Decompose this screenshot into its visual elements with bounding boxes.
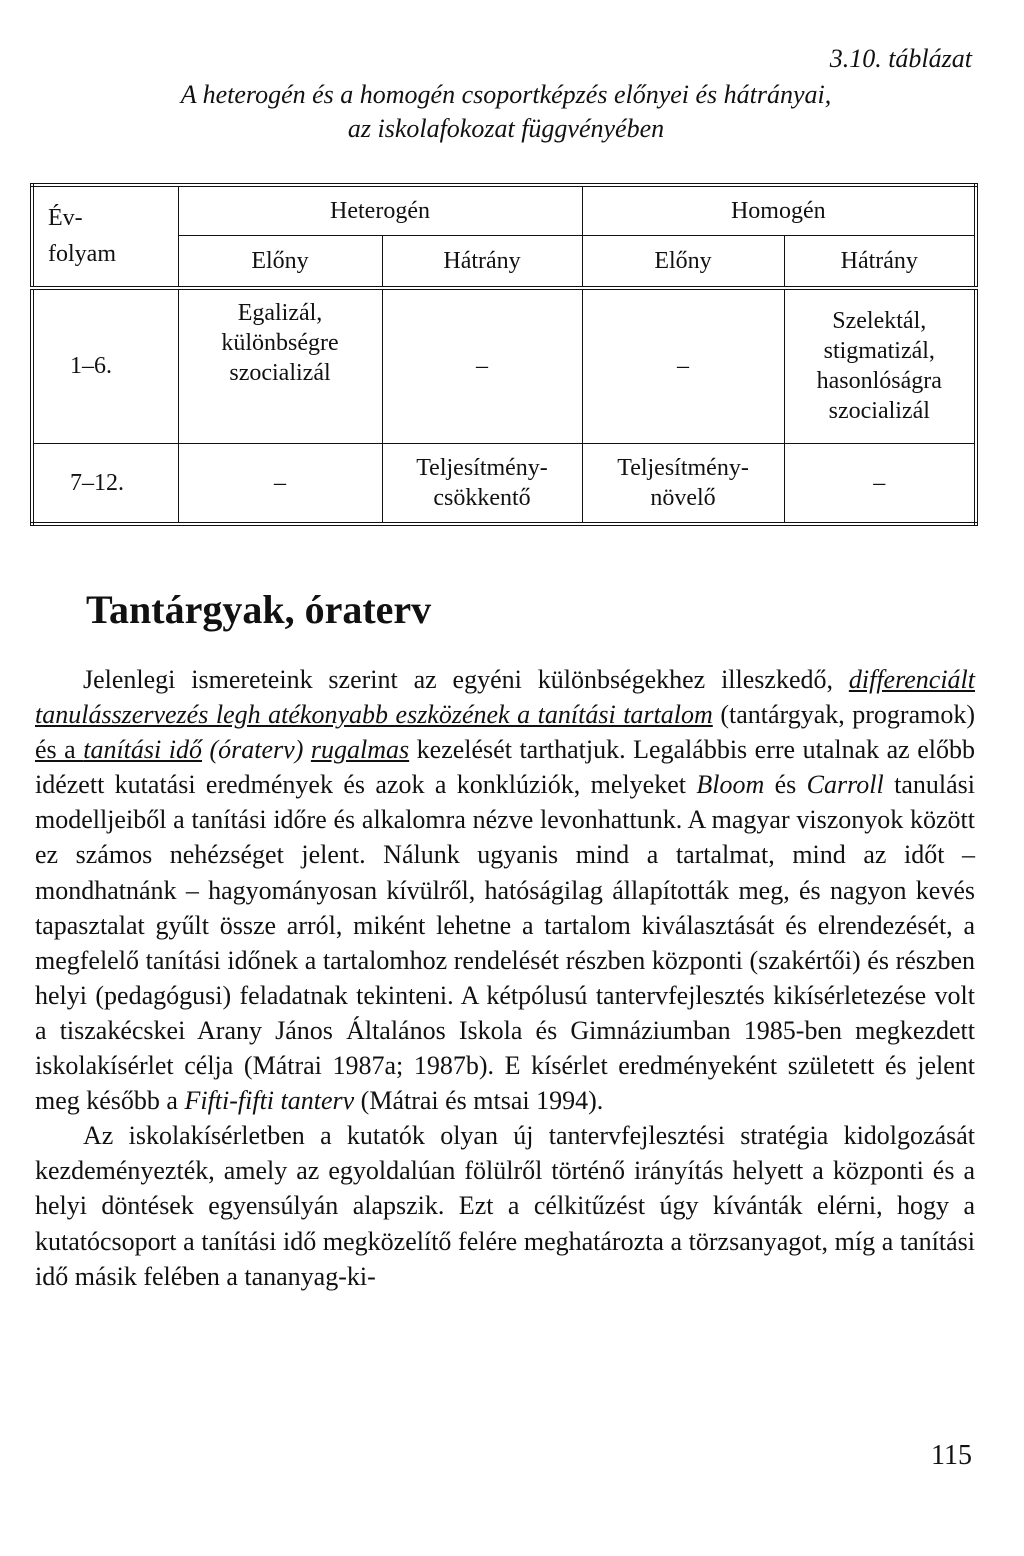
text-run: tanulási modelljeiből a tanítási időre és alkalomra nézve levonhattunk. A magyar viszonyok között ez számos nehézséget jelent. Nálunk ugyanis mind a tartalmat, mind az időt – mondhatnánk – hagyományosan kívülről, hatóságilag állapították meg, és nagyon kevés tapasztalat gyűlt össze arról, miként lehetne a tartalom kiválasztását és elrendezését, a megfelelő tanítási időnek a tartalomhoz rendelését részben központi (szakértői) és részben helyi (pedagógusi) feladatnak tekinteni. A kétpólusú tantervfejlesztés kikísérletezése volt a tiszakécskei Arany János Általános Iskola és Gimnáziumban 1985-ben megkezdett iskolakísérlet célja (Mátrai 1987a; 1987b). E kísérlet eredményeként született és jelent meg később a [35, 770, 975, 1116]
row-year-7-12: 7–12. [32, 443, 178, 524]
underlined-phrase: és a [35, 735, 84, 765]
table-number: 3.10. táblázat [829, 44, 972, 73]
body-text [35, 662, 975, 1294]
cell-het-hatrany-1-6: – [382, 288, 582, 443]
cell-line: Szelektál, [832, 308, 927, 335]
text-run: Legalábbis erre utalnak az előbb idézett kutatási eredmények és azok a konklúziók, melyeket [35, 735, 975, 800]
cell-hom-elony-1-6: – [582, 288, 784, 443]
cell-line: szocializál [828, 398, 930, 425]
header-heterogen: Heterogén [178, 185, 582, 235]
text-run: kezelését tarthatjuk. [409, 735, 626, 765]
paragraph-2: Az iskolakísérletben a kutatók olyan új tantervfejlesztési stratégia kidolgozását kezdeményezték, amely az egyoldalúan fölülről történő irányítás helyett a központi és a helyi döntések egyensúlyán alapszik. Ezt a célkitűzést úgy kívánták elérni, hogy a kutatócsoport a tanítási idő megközelítő felére meghatározta a törzsanyagot, míg a tanítási idő másik felében a tananyag-ki- [35, 1121, 975, 1291]
cell-line: hasonlóságra [816, 368, 942, 395]
cell-line: szocializál [229, 359, 331, 386]
header-hom-hatrany: Hátrány [784, 235, 976, 287]
table-caption-line1: A heterogén és a homogén csoportképzés előnyei és hátrányai, [180, 80, 832, 109]
comparison-table [30, 183, 978, 526]
text-run: Jelenlegi ismereteink szerint az egyéni különbségekhez illeszkedő, [83, 665, 849, 694]
cell-line: növelő [650, 484, 716, 511]
underlined-phrase: rugalmas [310, 735, 410, 765]
table-caption-line2: az iskolafokozat függvényében [347, 114, 665, 143]
text-run: és [764, 770, 807, 800]
cell-het-elony-1-6 [178, 288, 382, 443]
cell-line: stigmatizál, [823, 338, 935, 365]
text-run: (óraterv) [202, 735, 311, 765]
underlined-phrase: differenciált tanulásszervezés legh atékonyabb eszközének a tanítási tartalom [35, 665, 975, 730]
header-evfolyam-line1: Év- [48, 205, 83, 232]
cell-het-hatrany-7-12 [382, 443, 582, 524]
author-name: Bloom [696, 770, 765, 800]
cell-het-elony-7-12: – [178, 443, 382, 524]
row-year-1-6: 1–6. [32, 288, 178, 443]
cell-line: csökkentő [433, 484, 531, 511]
cell-line: Teljesítmény- [416, 454, 548, 481]
text-run: (Mátrai és mtsai 1994). [354, 1086, 604, 1116]
header-homogen: Homogén [582, 185, 976, 235]
cell-line: Teljesítmény- [617, 454, 749, 481]
text-run: (tantárgyak, programok) [712, 700, 976, 730]
author-name: Carroll [806, 770, 884, 800]
cell-line: Egalizál, [237, 299, 323, 326]
paragraph-1 [35, 662, 975, 1118]
cell-line: különbségre [221, 329, 339, 356]
underlined-phrase: tanítási idő [83, 735, 202, 765]
header-het-hatrany: Hátrány [382, 235, 582, 287]
header-evfolyam-line2: folyam [48, 241, 116, 268]
page-number: 115 [931, 1440, 972, 1471]
cell-hom-hatrany-1-6 [784, 288, 976, 443]
cell-hom-hatrany-7-12: – [784, 443, 976, 524]
header-het-elony: Előny [178, 235, 382, 287]
section-title: Tantárgyak, óraterv [86, 587, 432, 632]
header-hom-elony: Előny [582, 235, 784, 287]
cell-hom-elony-7-12 [582, 443, 784, 524]
book-title: Fifti-fifti tanterv [184, 1086, 355, 1116]
header-evfolyam [32, 185, 178, 288]
